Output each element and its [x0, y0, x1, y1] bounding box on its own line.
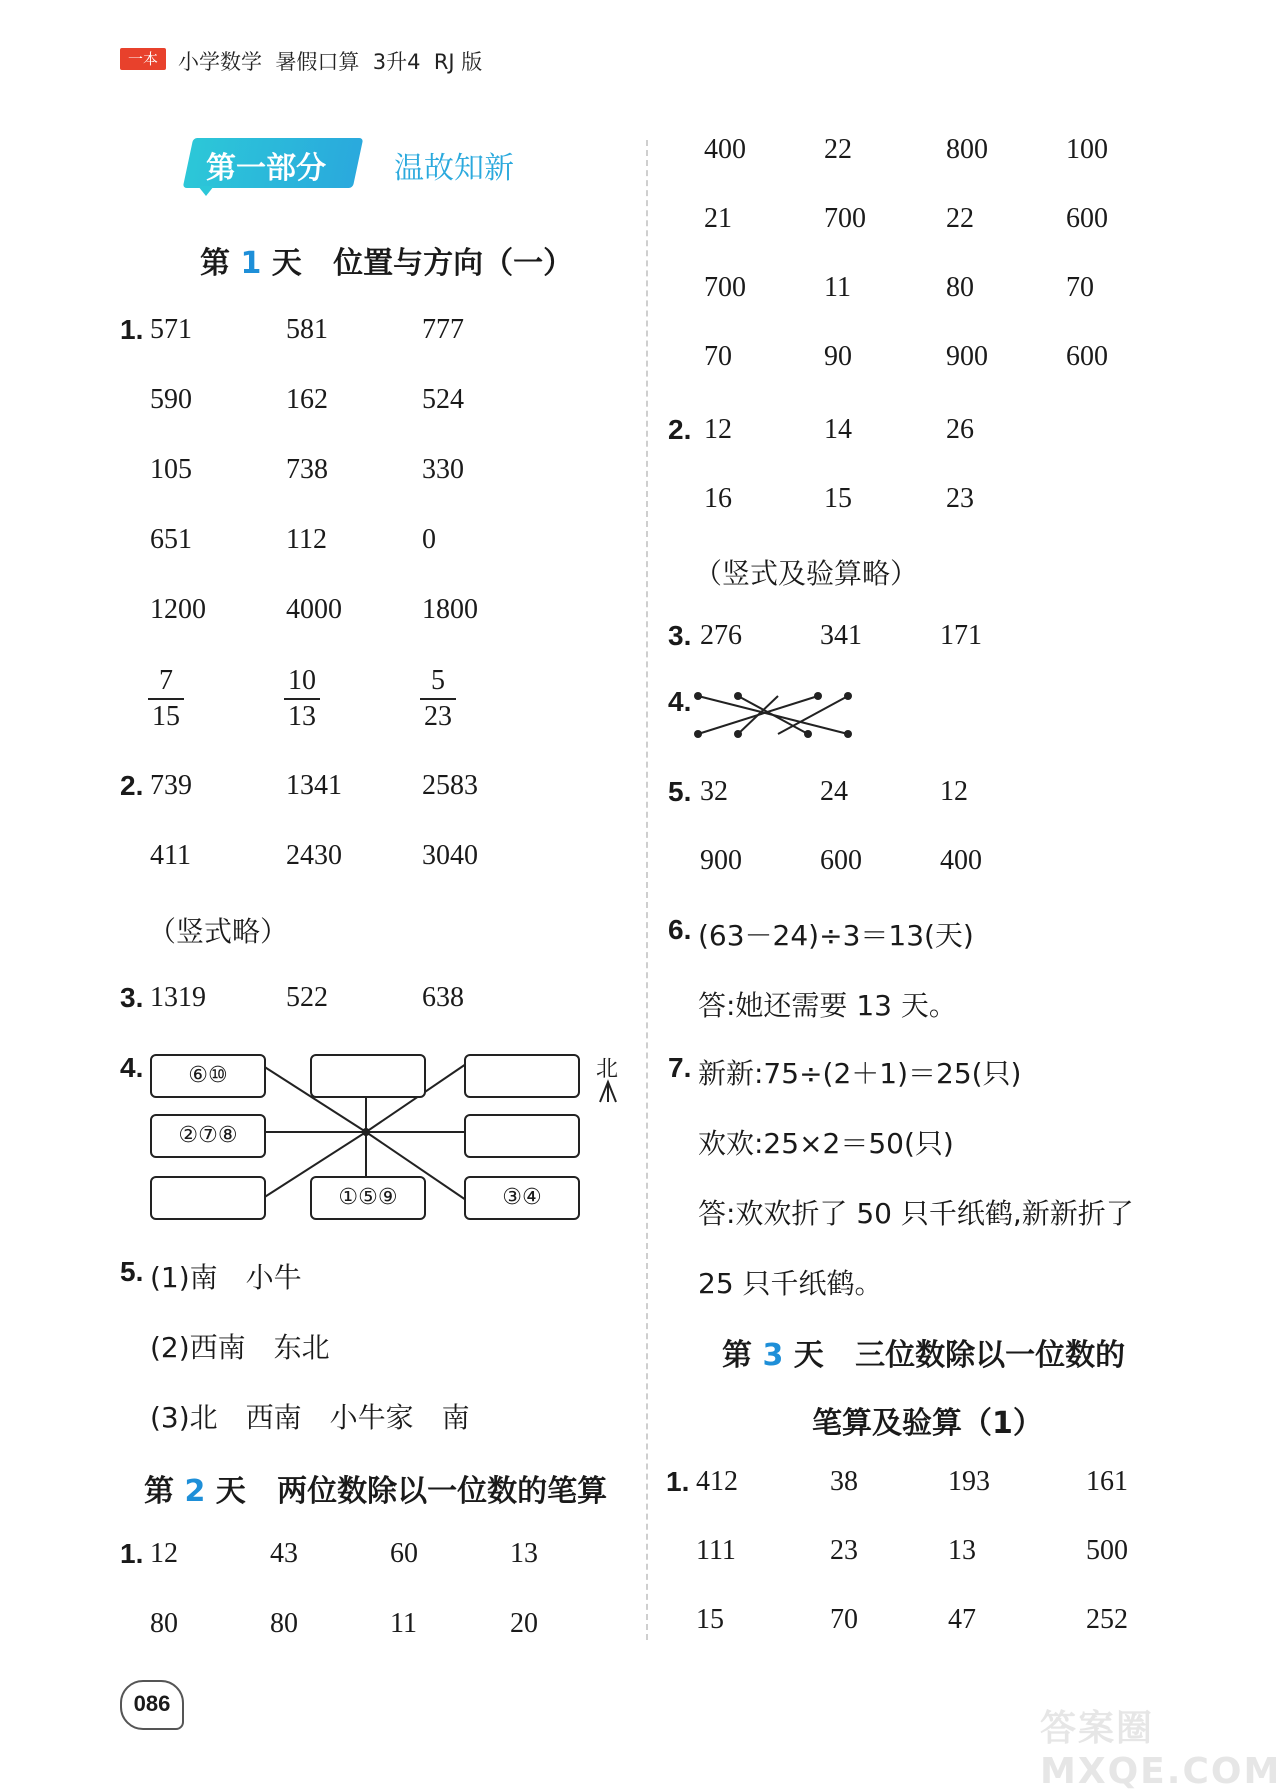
direction-box: [464, 1054, 580, 1098]
question-label: 3.: [120, 982, 144, 1013]
fraction: 7 15: [148, 666, 184, 732]
column-divider: [646, 140, 648, 1640]
answer-value: 276: [700, 620, 742, 651]
answer-value: 23: [946, 483, 974, 514]
answer-value: 330: [422, 454, 464, 485]
day3-heading-line2: 笔算及验算（1）: [812, 1406, 1043, 1441]
answer-value: 13: [510, 1538, 538, 1569]
answer-value: 800: [946, 134, 988, 165]
answer-value: 70: [830, 1604, 858, 1635]
answer-value: 900: [700, 845, 742, 876]
answer-value: 162: [286, 384, 328, 415]
north-label: 北: [596, 1057, 619, 1082]
answer-value: 600: [1066, 341, 1108, 372]
answer-value: 21: [704, 203, 732, 234]
answer-text: 答:她还需要 13 天。: [698, 989, 957, 1022]
answer-value: 11: [390, 1608, 417, 1639]
banner-tail: [198, 186, 214, 196]
question-label: 4.: [120, 1052, 144, 1083]
answer-value: 524: [422, 384, 464, 415]
answer-value: 38: [830, 1466, 858, 1497]
answer-value: 4000: [286, 594, 342, 625]
answer-value: 700: [824, 203, 866, 234]
answer-value: 60: [390, 1538, 418, 1569]
direction-box: [464, 1114, 580, 1158]
question-label: 2.: [120, 770, 144, 801]
direction-box: ⑥⑩: [150, 1054, 266, 1098]
answer-value: 638: [422, 982, 464, 1013]
day1-heading: 第 1 天 位置与方向（一）: [200, 246, 574, 281]
answer-value: 12: [150, 1538, 178, 1569]
direction-box: ②⑦⑧: [150, 1114, 266, 1158]
answer-value: 738: [286, 454, 328, 485]
answer-text: (3)北 西南 小牛家 南: [150, 1401, 470, 1434]
answer-value: 22: [946, 203, 974, 234]
direction-box: [150, 1176, 266, 1220]
day3-heading: 第 3 天 三位数除以一位数的: [722, 1338, 1126, 1373]
answer-value: 400: [940, 845, 982, 876]
answer-value: 1800: [422, 594, 478, 625]
matching-lines: [694, 684, 860, 738]
question-label: 5.: [120, 1256, 144, 1287]
answer-value: 47: [948, 1604, 976, 1635]
answer-value: 739: [150, 770, 192, 801]
equation-text: (63－24)÷3＝13(天): [698, 919, 974, 952]
question-label: 7.: [668, 1052, 692, 1083]
answer-text: 25 只千纸鹤。: [698, 1267, 883, 1300]
answer-value: 700: [704, 272, 746, 303]
answer-value: 411: [150, 840, 191, 871]
answer-value: 26: [946, 414, 974, 445]
answer-value: 11: [824, 272, 851, 303]
answer-value: 20: [510, 1608, 538, 1639]
equation-text: 新新:75÷(2＋1)＝25(只): [698, 1057, 1022, 1090]
answer-value: 341: [820, 620, 862, 651]
answer-text: 答:欢欢折了 50 只千纸鹤,新新折了: [698, 1197, 1134, 1230]
question-label: 1.: [120, 1538, 144, 1569]
fraction: 10 13: [284, 666, 320, 732]
answer-value: 590: [150, 384, 192, 415]
answer-value: 0: [422, 524, 436, 555]
answer-value: 112: [286, 524, 327, 555]
answer-value: 171: [940, 620, 982, 651]
page-number: 086: [120, 1680, 184, 1730]
answer-value: 600: [1066, 203, 1108, 234]
watermark: 答案圈 MXQE.COM: [1040, 1708, 1281, 1792]
answer-value: 80: [270, 1608, 298, 1639]
answer-value: 1319: [150, 982, 206, 1013]
equation-text: 欢欢:25×2＝50(只): [698, 1127, 954, 1160]
answer-value: 15: [824, 483, 852, 514]
answer-value: 12: [940, 776, 968, 807]
question-label: 1.: [120, 314, 144, 345]
answer-value: 651: [150, 524, 192, 555]
answer-value: 400: [704, 134, 746, 165]
day2-heading: 第 2 天 两位数除以一位数的笔算: [144, 1474, 608, 1509]
answer-value: 12: [704, 414, 732, 445]
answer-value: 43: [270, 1538, 298, 1569]
answer-value: 161: [1086, 1466, 1128, 1497]
header-title: 小学数学 暑假口算 3升4 RJ 版: [178, 50, 483, 74]
answer-value: 105: [150, 454, 192, 485]
north-arrow-icon: [598, 1080, 618, 1104]
answer-value: 80: [946, 272, 974, 303]
answer-value: 581: [286, 314, 328, 345]
answer-value: 70: [1066, 272, 1094, 303]
answer-value: 500: [1086, 1535, 1128, 1566]
answer-text: (1)南 小牛: [150, 1261, 302, 1294]
question-label: 5.: [668, 776, 692, 807]
direction-box: ①⑤⑨: [310, 1176, 426, 1220]
question-label: 2.: [668, 414, 692, 445]
section-subtitle: 温故知新: [394, 151, 514, 186]
answer-value: 193: [948, 1466, 990, 1497]
answer-value: 111: [696, 1535, 736, 1566]
answer-value: 15: [696, 1604, 724, 1635]
answer-value: 412: [696, 1466, 738, 1497]
question-label: 1.: [666, 1466, 690, 1497]
answer-value: 90: [824, 341, 852, 372]
question-label: 3.: [668, 620, 692, 651]
answer-value: 2430: [286, 840, 342, 871]
direction-box: ③④: [464, 1176, 580, 1220]
question-label: 4.: [668, 686, 692, 717]
section-part: 第一部分: [206, 151, 326, 186]
answer-value: 22: [824, 134, 852, 165]
answer-value: 70: [704, 341, 732, 372]
answer-value: 23: [830, 1535, 858, 1566]
brand-logo: 一本: [120, 48, 166, 70]
answer-value: 900: [946, 341, 988, 372]
answer-value: 2583: [422, 770, 478, 801]
answer-value: 600: [820, 845, 862, 876]
note-text: （竖式及验算略）: [694, 557, 919, 590]
answer-value: 13: [948, 1535, 976, 1566]
answer-value: 14: [824, 414, 852, 445]
answer-value: 1341: [286, 770, 342, 801]
question-label: 6.: [668, 914, 692, 945]
answer-value: 24: [820, 776, 848, 807]
answer-value: 522: [286, 982, 328, 1013]
answer-value: 777: [422, 314, 464, 345]
direction-box: [310, 1054, 426, 1098]
answer-value: 100: [1066, 134, 1108, 165]
note-text: （竖式略）: [148, 915, 289, 948]
answer-value: 80: [150, 1608, 178, 1639]
answer-text: (2)西南 东北: [150, 1331, 330, 1364]
answer-value: 16: [704, 483, 732, 514]
answer-value: 32: [700, 776, 728, 807]
answer-value: 252: [1086, 1604, 1128, 1635]
fraction: 5 23: [420, 666, 456, 732]
answer-value: 571: [150, 314, 192, 345]
answer-value: 3040: [422, 840, 478, 871]
answer-value: 1200: [150, 594, 206, 625]
